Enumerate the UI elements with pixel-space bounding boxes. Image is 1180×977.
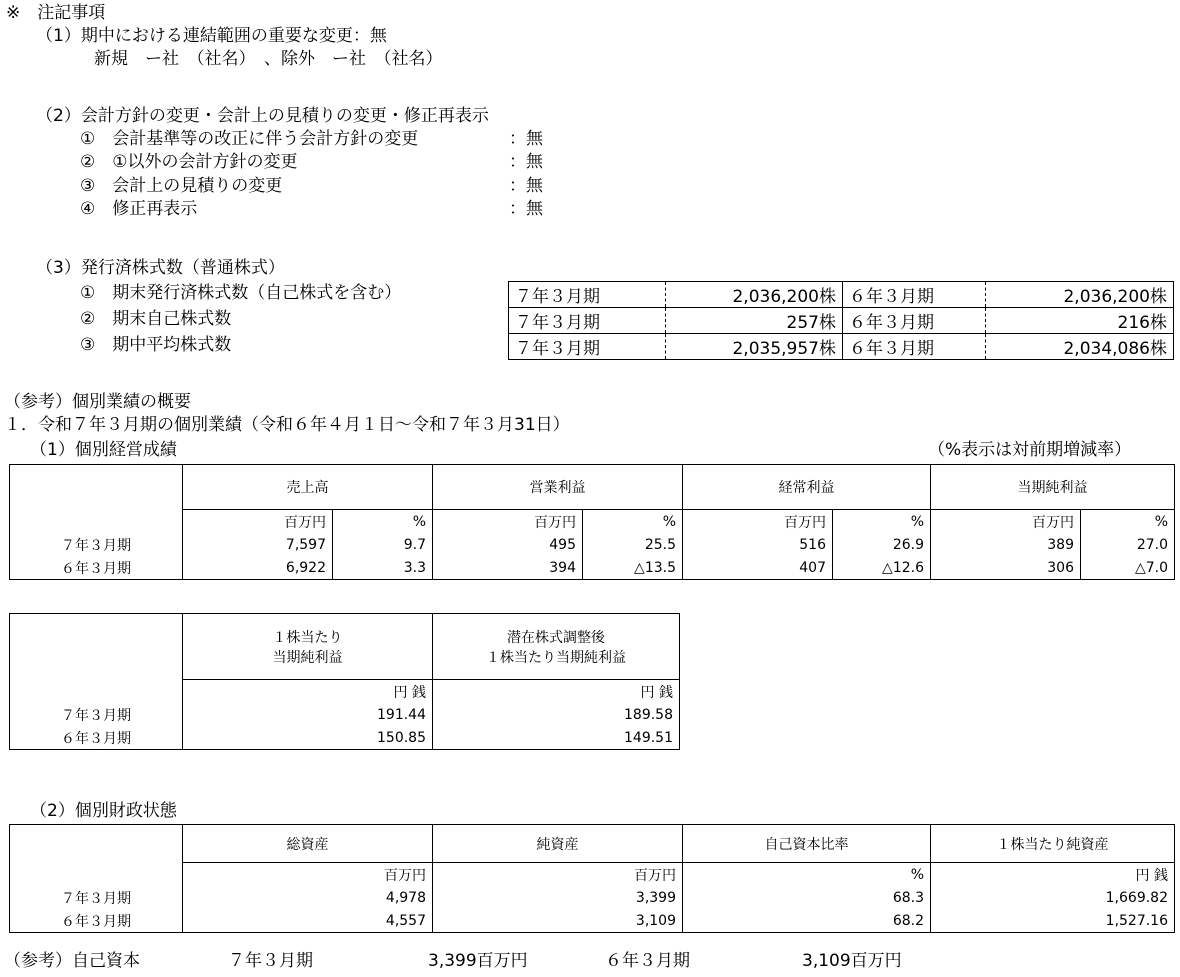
header-line: 当期純利益 bbox=[272, 649, 343, 666]
column-header: 自己資本比率 bbox=[683, 825, 931, 863]
table-row bbox=[10, 703, 680, 726]
value-cell: 389 bbox=[931, 533, 1081, 556]
table-row bbox=[10, 533, 1175, 556]
financial-table bbox=[9, 824, 1175, 933]
value-cell: 2,034,086株 bbox=[986, 334, 1174, 360]
value-cell: 149.51 bbox=[433, 726, 680, 750]
reference-heading: （参考）個別業績の概要 bbox=[4, 392, 191, 412]
value-cell: 25.5 bbox=[583, 533, 683, 556]
period-cell: ７年３月期 bbox=[509, 334, 666, 360]
column-header bbox=[433, 614, 680, 680]
equity-footer-period: ６年３月期 bbox=[605, 951, 690, 971]
value-cell: 306 bbox=[931, 556, 1081, 580]
empty-cell bbox=[10, 863, 183, 887]
results-table bbox=[9, 464, 1175, 580]
table-row bbox=[10, 726, 680, 750]
column-header: １株当たり純資産 bbox=[931, 825, 1175, 863]
note-2-item-label: ③ 会計上の見積りの変更 bbox=[80, 176, 283, 196]
column-header: 総資産 bbox=[183, 825, 433, 863]
note-2-item-label: ① 会計基準等の改正に伴う会計方針の変更 bbox=[80, 129, 419, 149]
value-cell: 7,597 bbox=[183, 533, 333, 556]
results-subtitle: （1）個別経営成績 bbox=[30, 440, 177, 460]
shares-table bbox=[508, 281, 1174, 360]
value-cell: △12.6 bbox=[833, 556, 931, 580]
empty-cell bbox=[10, 614, 183, 680]
value-cell: 2,036,200株 bbox=[986, 282, 1174, 308]
value-cell: 3.3 bbox=[333, 556, 433, 580]
row-label: ７年３月期 bbox=[10, 703, 183, 726]
value-cell: 2,035,957株 bbox=[666, 334, 843, 360]
empty-cell bbox=[10, 680, 183, 704]
column-header: 経常利益 bbox=[683, 465, 931, 510]
unit-cell: 百万円 bbox=[433, 510, 583, 534]
value-cell: 68.3 bbox=[683, 886, 931, 909]
period-cell: ６年３月期 bbox=[843, 308, 986, 334]
value-cell: 27.0 bbox=[1081, 533, 1175, 556]
note-2-item-label: ② ①以外の会計方針の変更 bbox=[80, 152, 298, 172]
value-cell: 9.7 bbox=[333, 533, 433, 556]
table-row bbox=[10, 556, 1175, 580]
units-row bbox=[10, 680, 680, 704]
value-cell: 1,527.16 bbox=[931, 909, 1175, 933]
value-cell: △7.0 bbox=[1081, 556, 1175, 580]
eps-table bbox=[9, 613, 680, 750]
value-cell: 3,109 bbox=[433, 909, 683, 933]
value-cell: 257株 bbox=[666, 308, 843, 334]
value-cell: 407 bbox=[683, 556, 833, 580]
column-header bbox=[183, 614, 433, 680]
value-cell: 516 bbox=[683, 533, 833, 556]
unit-cell: 百万円 bbox=[433, 863, 683, 887]
period-title: １．令和７年３月期の個別業績（令和６年４月１日～令和７年３月31日） bbox=[4, 415, 570, 435]
unit-cell: 百万円 bbox=[683, 510, 833, 534]
note-3-item-label: ③ 期中平均株式数 bbox=[80, 335, 232, 355]
value-cell: 495 bbox=[433, 533, 583, 556]
header-line: １株当たり bbox=[272, 629, 343, 646]
value-cell: 191.44 bbox=[183, 703, 433, 726]
unit-cell: 円 銭 bbox=[931, 863, 1175, 887]
note-2-item-value: ：無 bbox=[509, 152, 543, 172]
equity-footer-prefix: （参考）自己資本 bbox=[4, 951, 140, 971]
header-line: １株当たり当期純利益 bbox=[486, 649, 626, 666]
table-row bbox=[10, 909, 1175, 933]
table-header-row bbox=[10, 825, 1175, 863]
row-label: ６年３月期 bbox=[10, 726, 183, 750]
value-cell: 3,399 bbox=[433, 886, 683, 909]
column-header: 営業利益 bbox=[433, 465, 683, 510]
empty-cell bbox=[10, 510, 183, 534]
column-header: 当期純利益 bbox=[931, 465, 1175, 510]
value-cell: 6,922 bbox=[183, 556, 333, 580]
table-header-row bbox=[10, 465, 1175, 510]
row-label: ６年３月期 bbox=[10, 909, 183, 933]
equity-footer-value: 3,109百万円 bbox=[802, 951, 902, 971]
value-cell: 4,557 bbox=[183, 909, 433, 933]
units-row bbox=[10, 510, 1175, 534]
value-cell: △13.5 bbox=[583, 556, 683, 580]
note-3-item-label: ② 期末自己株式数 bbox=[80, 309, 232, 329]
note-2-item-value: ：無 bbox=[509, 199, 543, 219]
table-row bbox=[509, 282, 1174, 308]
value-cell: 26.9 bbox=[833, 533, 931, 556]
note-3-title: （3）発行済株式数（普通株式） bbox=[36, 258, 285, 278]
note-1-detail: 新規 ー社 （社名） 、除外 ー社 （社名） bbox=[94, 49, 443, 69]
value-cell: 150.85 bbox=[183, 726, 433, 750]
value-cell: 216株 bbox=[986, 308, 1174, 334]
equity-footer-value: 3,399百万円 bbox=[428, 951, 528, 971]
note-2-item-label: ④ 修正再表示 bbox=[80, 199, 198, 219]
unit-cell: 円 銭 bbox=[433, 680, 680, 704]
empty-cell bbox=[10, 825, 183, 863]
notes-heading: ※ 注記事項 bbox=[6, 3, 106, 23]
period-cell: ６年３月期 bbox=[843, 282, 986, 308]
row-label: ７年３月期 bbox=[10, 886, 183, 909]
financial-subtitle: （2）個別財政状態 bbox=[30, 801, 177, 821]
note-1-title: （1）期中における連結範囲の重要な変更：無 bbox=[36, 26, 387, 46]
table-row bbox=[10, 886, 1175, 909]
period-cell: ７年３月期 bbox=[509, 282, 666, 308]
value-cell: 2,036,200株 bbox=[666, 282, 843, 308]
note-2-item-value: ：無 bbox=[509, 176, 543, 196]
table-header-row bbox=[10, 614, 680, 680]
value-cell: 4,978 bbox=[183, 886, 433, 909]
units-row bbox=[10, 863, 1175, 887]
empty-cell bbox=[10, 465, 183, 510]
unit-cell: 円 銭 bbox=[183, 680, 433, 704]
results-note: （%表示は対前期増減率） bbox=[928, 440, 1132, 460]
unit-cell: % bbox=[1081, 510, 1175, 534]
table-row bbox=[509, 308, 1174, 334]
note-2-title: （2）会計方針の変更・会計上の見積りの変更・修正再表示 bbox=[36, 106, 489, 126]
unit-cell: % bbox=[683, 863, 931, 887]
unit-cell: % bbox=[333, 510, 433, 534]
table-row bbox=[509, 334, 1174, 360]
note-3-item-label: ① 期末発行済株式数（自己株式を含む） bbox=[80, 283, 402, 303]
value-cell: 189.58 bbox=[433, 703, 680, 726]
value-cell: 68.2 bbox=[683, 909, 931, 933]
value-cell: 1,669.82 bbox=[931, 886, 1175, 909]
unit-cell: 百万円 bbox=[183, 863, 433, 887]
unit-cell: % bbox=[833, 510, 931, 534]
unit-cell: 百万円 bbox=[183, 510, 333, 534]
period-cell: ６年３月期 bbox=[843, 334, 986, 360]
header-line: 潜在株式調整後 bbox=[507, 629, 605, 646]
column-header: 売上高 bbox=[183, 465, 433, 510]
unit-cell: 百万円 bbox=[931, 510, 1081, 534]
equity-footer-period: ７年３月期 bbox=[228, 951, 313, 971]
row-label: ６年３月期 bbox=[10, 556, 183, 580]
period-cell: ７年３月期 bbox=[509, 308, 666, 334]
unit-cell: % bbox=[583, 510, 683, 534]
row-label: ７年３月期 bbox=[10, 533, 183, 556]
column-header: 純資産 bbox=[433, 825, 683, 863]
note-2-item-value: ：無 bbox=[509, 129, 543, 149]
value-cell: 394 bbox=[433, 556, 583, 580]
